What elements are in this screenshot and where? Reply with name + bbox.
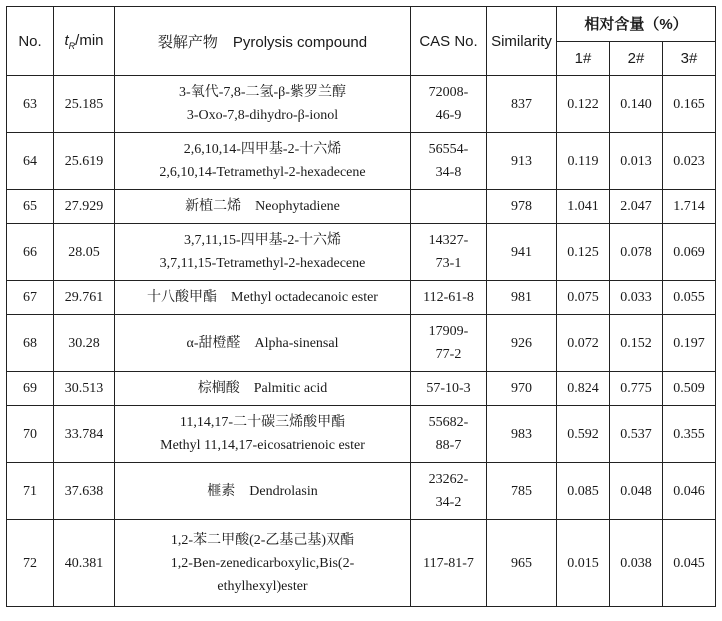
row-retention-time: 29.761 [54, 281, 115, 315]
header-t-unit: /min [75, 31, 104, 49]
row-similarity: 837 [487, 76, 557, 133]
row-no: 70 [7, 406, 54, 463]
header-no: No. [7, 7, 54, 76]
cas-line: 72008- [428, 85, 469, 100]
cas-line: 112-61-8 [423, 290, 474, 305]
row-value-1: 0.075 [557, 281, 610, 315]
table-row [7, 315, 716, 372]
header-retention-time [54, 7, 115, 76]
row-compound [115, 281, 411, 315]
row-no: 68 [7, 315, 54, 372]
cas-line: 56554- [428, 142, 469, 157]
row-retention-time: 27.929 [54, 190, 115, 224]
table-row [7, 281, 716, 315]
cas-line: 55682- [428, 415, 469, 430]
row-value-2: 0.152 [610, 315, 663, 372]
row-cas [411, 520, 487, 607]
row-value-2: 0.078 [610, 224, 663, 281]
header-sample-1: 1# [557, 41, 610, 76]
row-value-1: 0.072 [557, 315, 610, 372]
row-retention-time: 37.638 [54, 463, 115, 520]
row-compound [115, 133, 411, 190]
cas-line: 57-10-3 [426, 381, 471, 396]
row-compound [115, 463, 411, 520]
compound-line: 1,2-苯二甲酸(2-乙基己基)双酯 [170, 532, 355, 548]
row-retention-time: 40.381 [54, 520, 115, 607]
row-retention-time: 25.185 [54, 76, 115, 133]
row-value-3: 0.197 [663, 315, 716, 372]
compound-line: 十八酸甲酯 Methyl octadecanoic ester [147, 290, 378, 305]
table-row [7, 372, 716, 406]
table-row [7, 133, 716, 190]
cas-line: 77-2 [435, 347, 462, 362]
pyrolysis-table [6, 6, 716, 607]
row-cas [411, 315, 487, 372]
row-value-2: 0.537 [610, 406, 663, 463]
cas-line: 34-2 [435, 495, 462, 510]
row-cas [411, 190, 487, 224]
row-cas [411, 406, 487, 463]
header-t: t [64, 31, 69, 49]
compound-line: 3-氧代-7,8-二氢-β-紫罗兰醇 [179, 85, 346, 100]
row-similarity: 970 [487, 372, 557, 406]
cas-line: 17909- [428, 324, 469, 339]
row-similarity: 785 [487, 463, 557, 520]
header-relative-content: 相对含量（%） [557, 7, 716, 42]
compound-line: 棕榈酸 Palmitic acid [197, 381, 328, 396]
row-value-2: 0.013 [610, 133, 663, 190]
row-compound [115, 372, 411, 406]
table-row [7, 520, 716, 607]
row-retention-time: 33.784 [54, 406, 115, 463]
row-similarity: 913 [487, 133, 557, 190]
row-no: 67 [7, 281, 54, 315]
row-value-3: 0.023 [663, 133, 716, 190]
row-no: 66 [7, 224, 54, 281]
compound-line: 3,7,11,15-四甲基-2-十六烯 [184, 233, 341, 248]
row-compound [115, 315, 411, 372]
row-value-3: 0.055 [663, 281, 716, 315]
row-value-3: 0.355 [663, 406, 716, 463]
cas-line: 14327- [428, 233, 469, 248]
row-cas [411, 281, 487, 315]
table-body [7, 76, 716, 607]
header-sample-3: 3# [663, 41, 716, 76]
row-value-1: 0.119 [557, 133, 610, 190]
row-cas [411, 463, 487, 520]
row-compound [115, 190, 411, 224]
row-value-1: 0.824 [557, 372, 610, 406]
row-cas [411, 372, 487, 406]
header-compound: 裂解产物 Pyrolysis compound [115, 7, 411, 76]
compound-line: α-甜橙醛 Alpha-sinensal [186, 335, 339, 351]
row-value-3: 0.069 [663, 224, 716, 281]
row-value-2: 0.048 [610, 463, 663, 520]
compound-line: 11,14,17-二十碳三烯酸甲酯 [179, 415, 346, 430]
table-row [7, 406, 716, 463]
row-value-2: 0.775 [610, 372, 663, 406]
cas-line: 88-7 [435, 438, 462, 453]
compound-line: ethylhexyl)ester [217, 578, 308, 594]
row-no: 64 [7, 133, 54, 190]
row-compound [115, 224, 411, 281]
row-value-1: 0.015 [557, 520, 610, 607]
row-compound [115, 406, 411, 463]
row-compound [115, 520, 411, 607]
table-row [7, 190, 716, 224]
table-row [7, 76, 716, 133]
header-sample-2: 2# [610, 41, 663, 76]
row-cas [411, 133, 487, 190]
table-row [7, 463, 716, 520]
row-no: 63 [7, 76, 54, 133]
cas-line: 73-1 [435, 256, 462, 271]
compound-line: 榧素 Dendrolasin [207, 483, 318, 499]
row-value-2: 0.140 [610, 76, 663, 133]
row-value-1: 0.122 [557, 76, 610, 133]
row-cas [411, 76, 487, 133]
row-value-3: 0.045 [663, 520, 716, 607]
row-similarity: 926 [487, 315, 557, 372]
compound-line: 新植二烯 Neophytadiene [185, 199, 340, 214]
row-retention-time: 30.513 [54, 372, 115, 406]
row-value-2: 0.038 [610, 520, 663, 607]
compound-line: 1,2-Ben-zenedicarboxylic,Bis(2- [170, 555, 355, 571]
row-no: 71 [7, 463, 54, 520]
compound-line: 2,6,10,14-四甲基-2-十六烯 [183, 142, 342, 157]
row-similarity: 981 [487, 281, 557, 315]
compound-line: 3-Oxo-7,8-dihydro-β-ionol [186, 108, 339, 123]
row-value-2: 2.047 [610, 190, 663, 224]
table-row [7, 224, 716, 281]
row-no: 72 [7, 520, 54, 607]
row-value-1: 0.125 [557, 224, 610, 281]
row-retention-time: 25.619 [54, 133, 115, 190]
row-cas [411, 224, 487, 281]
row-no: 65 [7, 190, 54, 224]
row-retention-time: 30.28 [54, 315, 115, 372]
cas-line: 117-81-7 [423, 555, 474, 571]
row-similarity: 978 [487, 190, 557, 224]
compound-line: 3,7,11,15-Tetramethyl-2-hexadecene [159, 256, 366, 271]
header-cas: CAS No. [411, 7, 487, 76]
row-value-3: 0.165 [663, 76, 716, 133]
compound-line: 2,6,10,14-Tetramethyl-2-hexadecene [159, 165, 366, 180]
cas-line: 34-8 [435, 165, 462, 180]
cas-line: 23262- [428, 472, 469, 487]
row-similarity: 983 [487, 406, 557, 463]
row-value-1: 0.085 [557, 463, 610, 520]
row-value-1: 1.041 [557, 190, 610, 224]
row-value-2: 0.033 [610, 281, 663, 315]
compound-line: Methyl 11,14,17-eicosatrienoic ester [160, 438, 365, 453]
header-t-subscript: R [68, 40, 76, 51]
row-no: 69 [7, 372, 54, 406]
row-value-1: 0.592 [557, 406, 610, 463]
row-similarity: 941 [487, 224, 557, 281]
row-value-3: 1.714 [663, 190, 716, 224]
row-retention-time: 28.05 [54, 224, 115, 281]
row-similarity: 965 [487, 520, 557, 607]
row-value-3: 0.509 [663, 372, 716, 406]
row-compound [115, 76, 411, 133]
header-similarity: Similarity [487, 7, 557, 76]
row-value-3: 0.046 [663, 463, 716, 520]
cas-line: 46-9 [435, 108, 462, 123]
